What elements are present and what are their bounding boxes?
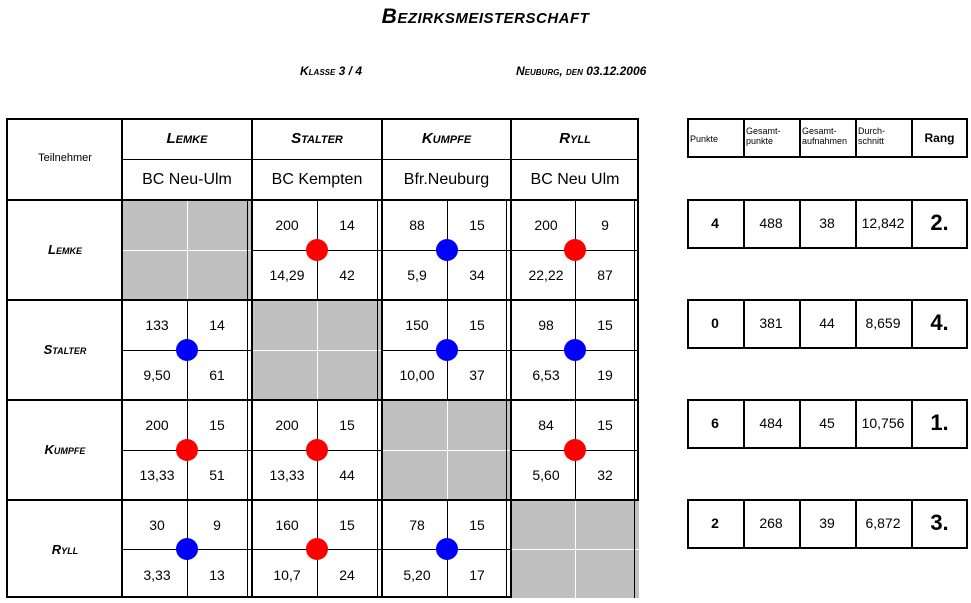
match-points: 78 [409, 517, 425, 533]
summary-header-gesamtpunkte: Gesamt- punkte [746, 126, 781, 146]
match-high-run: 42 [339, 267, 355, 283]
summary-header-durchschnitt: Durch- schnitt [858, 126, 886, 146]
match-high-run: 19 [597, 367, 613, 383]
row-separator [8, 499, 639, 501]
win-marker [176, 439, 198, 461]
match-points: 88 [409, 217, 425, 233]
match-points: 84 [538, 417, 554, 433]
summary-divider [855, 118, 857, 158]
match-points: 160 [275, 517, 299, 533]
column-separator [381, 120, 383, 598]
row-separator [8, 299, 639, 301]
match-high-run: 24 [339, 567, 355, 583]
match-high-run: 13 [209, 567, 225, 583]
loss-marker [176, 339, 198, 361]
summary-gesamtaufnahmen: 44 [819, 315, 835, 331]
summary-punkte: 2 [711, 515, 719, 531]
cell-divider [382, 450, 511, 451]
summary-gesamtaufnahmen: 45 [819, 415, 835, 431]
summary-durchschnitt: 10,756 [861, 415, 905, 431]
cell-divider [252, 350, 382, 351]
ort-datum-label: Neuburg, den 03.12.2006 [516, 64, 647, 78]
match-average: 13,33 [269, 467, 305, 483]
win-marker [306, 439, 328, 461]
row-separator [8, 199, 639, 201]
column-club-name: BC Neu Ulm [530, 171, 620, 188]
page-title: Bezirksmeisterschaft [381, 5, 590, 28]
match-high-run: 37 [469, 367, 485, 383]
match-high-run: 51 [209, 467, 225, 483]
column-accent [634, 200, 635, 598]
cell-divider [511, 549, 639, 550]
match-innings: 15 [339, 517, 355, 533]
match-average: 5,20 [403, 567, 431, 583]
result-matrix [6, 118, 639, 598]
match-average: 10,00 [399, 367, 435, 383]
match-average: 13,33 [139, 467, 175, 483]
match-average: 3,33 [143, 567, 171, 583]
row-player-name: Lemke [48, 242, 82, 257]
column-player-name: Stalter [291, 130, 343, 147]
match-innings: 15 [209, 417, 225, 433]
match-average: 5,9 [407, 267, 427, 283]
column-separator [121, 120, 123, 598]
column-club-name: BC Neu-Ulm [142, 171, 232, 188]
klasse-label: Klasse 3 / 4 [300, 64, 363, 78]
match-average: 5,60 [532, 467, 560, 483]
column-player-name: Ryll [559, 130, 591, 147]
match-high-run: 61 [209, 367, 225, 383]
column-player-name: Kumpfe [421, 130, 472, 147]
match-points: 133 [145, 317, 169, 333]
summary-header-gesamtaufnahmen: Gesamt- aufnahmen [802, 126, 848, 146]
column-player-name: Lemke [166, 130, 208, 147]
match-high-run: 44 [339, 467, 355, 483]
loss-marker [176, 538, 198, 560]
match-innings: 14 [339, 217, 355, 233]
summary-rang: 2. [930, 210, 949, 235]
win-marker [306, 239, 328, 261]
match-points: 200 [275, 417, 299, 433]
row-player-name: Ryll [51, 542, 79, 557]
summary-gesamtpunkte: 381 [759, 315, 783, 331]
summary-rang: 4. [930, 310, 949, 335]
summary-divider [911, 118, 913, 158]
match-average: 14,29 [269, 267, 305, 283]
summary-gesamtpunkte: 488 [759, 215, 783, 231]
summary-divider [799, 118, 801, 158]
match-average: 10,7 [273, 567, 301, 583]
loss-marker [436, 339, 458, 361]
summary-header-punkte: Punkte [690, 134, 719, 144]
column-separator [510, 120, 512, 598]
column-separator [251, 120, 253, 598]
match-average: 9,50 [143, 367, 171, 383]
loss-marker [436, 239, 458, 261]
summary-header-rang: Rang [924, 131, 955, 145]
match-average: 22,22 [528, 267, 564, 283]
match-points: 200 [275, 217, 299, 233]
summary-gesamtpunkte: 484 [759, 415, 783, 431]
summary-punkte: 4 [711, 215, 719, 231]
cell-divider [122, 250, 252, 251]
win-marker [564, 439, 586, 461]
summary-durchschnitt: 8,659 [865, 315, 901, 331]
summary-gesamtaufnahmen: 38 [819, 215, 835, 231]
summary-gesamtaufnahmen: 39 [819, 515, 835, 531]
match-points: 150 [405, 317, 429, 333]
column-club-name: Bfr.Neuburg [403, 171, 490, 188]
match-high-run: 87 [597, 267, 613, 283]
summary-punkte: 6 [711, 415, 719, 431]
summary-durchschnitt: 12,842 [861, 215, 905, 231]
match-points: 200 [145, 417, 169, 433]
match-points: 30 [149, 517, 165, 533]
match-innings: 15 [469, 517, 485, 533]
column-accent [506, 200, 507, 598]
summary-punkte: 0 [711, 315, 719, 331]
win-marker [306, 538, 328, 560]
match-innings: 15 [339, 417, 355, 433]
summary-durchschnitt: 6,872 [865, 515, 901, 531]
loss-marker [564, 339, 586, 361]
match-average: 6,53 [532, 367, 560, 383]
summary-gesamtpunkte: 268 [759, 515, 783, 531]
match-high-run: 17 [469, 567, 485, 583]
match-points: 200 [534, 217, 558, 233]
row-player-name: Stalter [43, 342, 87, 357]
match-high-run: 32 [597, 467, 613, 483]
match-innings: 15 [469, 217, 485, 233]
match-innings: 15 [469, 317, 485, 333]
row-player-name: Kumpfe [44, 442, 86, 457]
teilnehmer-label: Teilnehmer [38, 152, 92, 164]
match-innings: 9 [213, 517, 221, 533]
win-marker [564, 239, 586, 261]
match-high-run: 34 [469, 267, 485, 283]
match-innings: 14 [209, 317, 225, 333]
match-points: 98 [538, 317, 554, 333]
column-club-name: BC Kempten [271, 171, 363, 188]
match-innings: 15 [597, 317, 613, 333]
loss-marker [436, 538, 458, 560]
column-accent [247, 200, 248, 598]
summary-rang: 3. [930, 510, 949, 535]
summary-divider [743, 118, 745, 158]
column-accent [377, 200, 378, 598]
summary-rang: 1. [930, 410, 949, 435]
match-innings: 15 [597, 417, 613, 433]
row-separator [8, 399, 639, 401]
match-innings: 9 [601, 217, 609, 233]
